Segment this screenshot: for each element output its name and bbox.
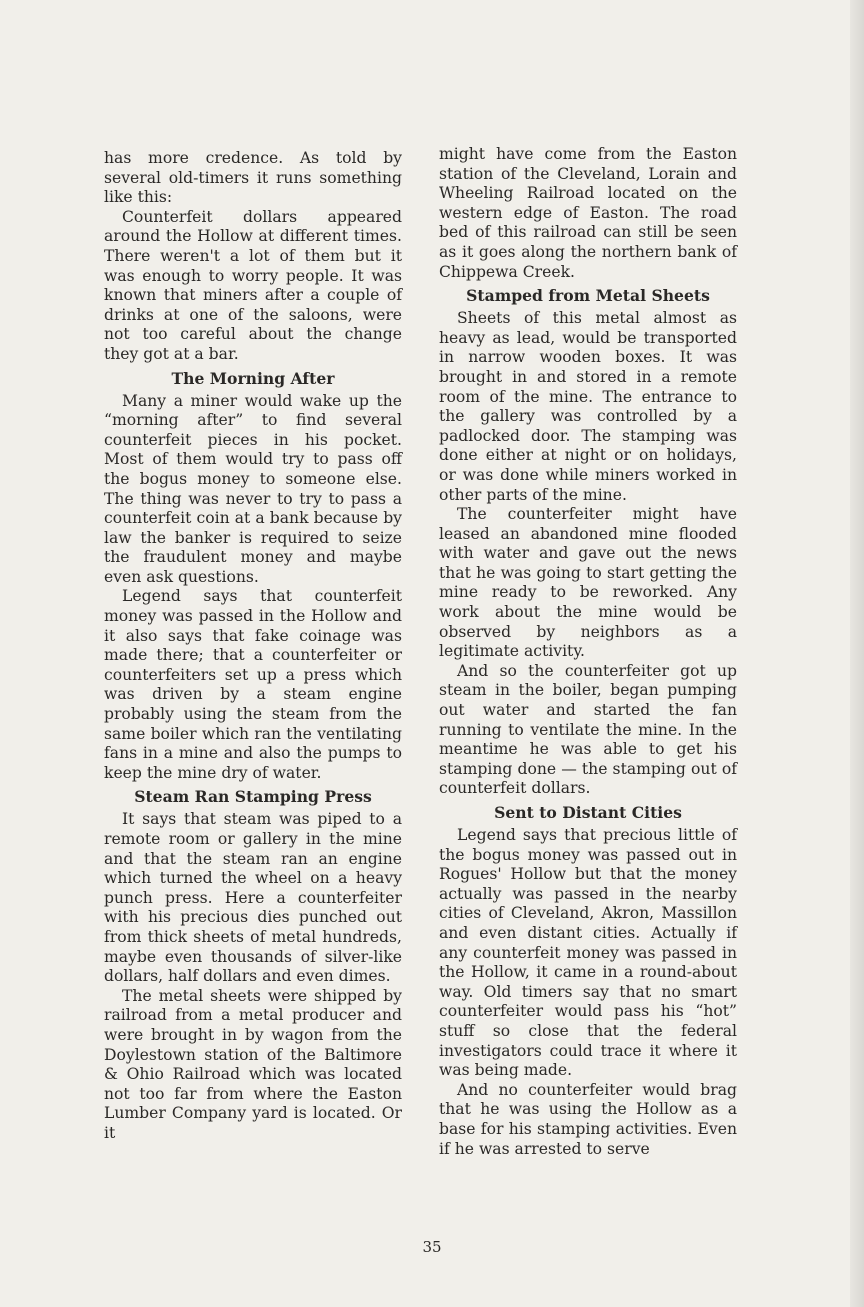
heading-morning-after: The Morning After: [171, 368, 335, 388]
paragraph-legend: Legend says that counterfeit money was passed in the Hollow and it also says that fake coinage was made there; that a counterfeiter or counterfeiters set up a press which was driven by a steam engine probably using the steam from the same boiler which ran the ventilating fans in a mine and also the pumps to keep the mine dry of water.: [104, 587, 402, 782]
left-column: [104, 149, 402, 1144]
page-edge: [850, 0, 864, 1307]
paragraph-morning-after: Many a miner would wake up the “morning after” to find several counterfeit pieces in his pocket. Most of them would try to pass off the bogus money to someone else. The thing was never to try to pass a counterfeit coin at a bank because by law the banker is required to seize the fraudulent money and maybe even ask questions.: [104, 391, 402, 586]
paragraph-leased-mine: The counterfeiter might have leased an abandoned mine flooded with water and gave out the news that he was going to start getting the mine ready to be reworked. Any work about the mine would be observed by neighbors as a legitimate activity.: [439, 505, 737, 661]
paragraph-metal-sheets: The metal sheets were shipped by railroad from a metal producer and were brought in by wagon from the Doylestown station of the Baltimore & Ohio Railroad which was located not too far from where the Easton Lumber Company yard is located. Or it: [104, 986, 402, 1142]
paragraph-intro: has more credence. As told by several old-timers it runs something like this:: [104, 149, 402, 207]
paragraph-sheets: Sheets of this metal almost as heavy as lead, would be transported in narrow wooden boxes. It was brought in and stored in a remote room of the mine. The entrance to the gallery was controlled by a padlocked door. The stamping was done either at night or on holidays, or was done while miners worked in other parts of the mine.: [439, 309, 737, 504]
paragraph-brag: And no counterfeiter would brag that he was using the Hollow as a base for his stamping activities. Even if he was arrested to serve: [439, 1080, 737, 1158]
heading-sent-to-distant-cities: Sent to Distant Cities: [494, 803, 682, 822]
right-column: [439, 145, 737, 1159]
paragraph-steam: It says that steam was piped to a remote room or gallery in the mine and that the steam ran an engine which turned the wheel on a heavy punch press. Here a counterfeiter with his precious dies punched out from thick sheets of metal hundreds, maybe even thousands of silver-like dollars, half dollars and even dimes.: [104, 810, 402, 986]
paragraph-distant-cities: Legend says that precious little of the bogus money was passed out in Rogues' Hollow but that the money actually was passed in the nearby cities of Cleveland, Akron, Massillon and even distant cities. Actually if any counterfeit money was passed in the Hollow, it came in a round-about way. Old timers say that no smart counterfeiter would pass his “hot” stuff so close that the federal investigators could trace it where it was being made.: [439, 826, 737, 1080]
heading-steam-ran-stamping-press: Steam Ran Stamping Press: [134, 787, 372, 807]
paragraph-counterfeit-dollars: Counterfeit dollars appeared around the Hollow at different times. There weren't a lot of them but it was enough to worry people. It was known that miners after a couple of drinks at one of the saloons, were not too careful about the change they got at a bar.: [104, 207, 402, 363]
paragraph-continued: might have come from the Easton station of the Cleveland, Lorain and Wheeling Railroad located on the western edge of Easton. The road bed of this railroad can still be seen as it goes along the northern bank of Chippewa Creek.: [439, 145, 737, 281]
paragraph-steam-boiler: And so the counterfeiter got up steam in the boiler, began pumping out water and started the fan running to ventilate the mine. In the meantime he was able to get his stamping done — the stamping out of counterfeit dollars.: [439, 661, 737, 798]
page-number: 35: [422, 1238, 442, 1256]
heading-stamped-from-metal-sheets: Stamped from Metal Sheets: [466, 286, 710, 306]
